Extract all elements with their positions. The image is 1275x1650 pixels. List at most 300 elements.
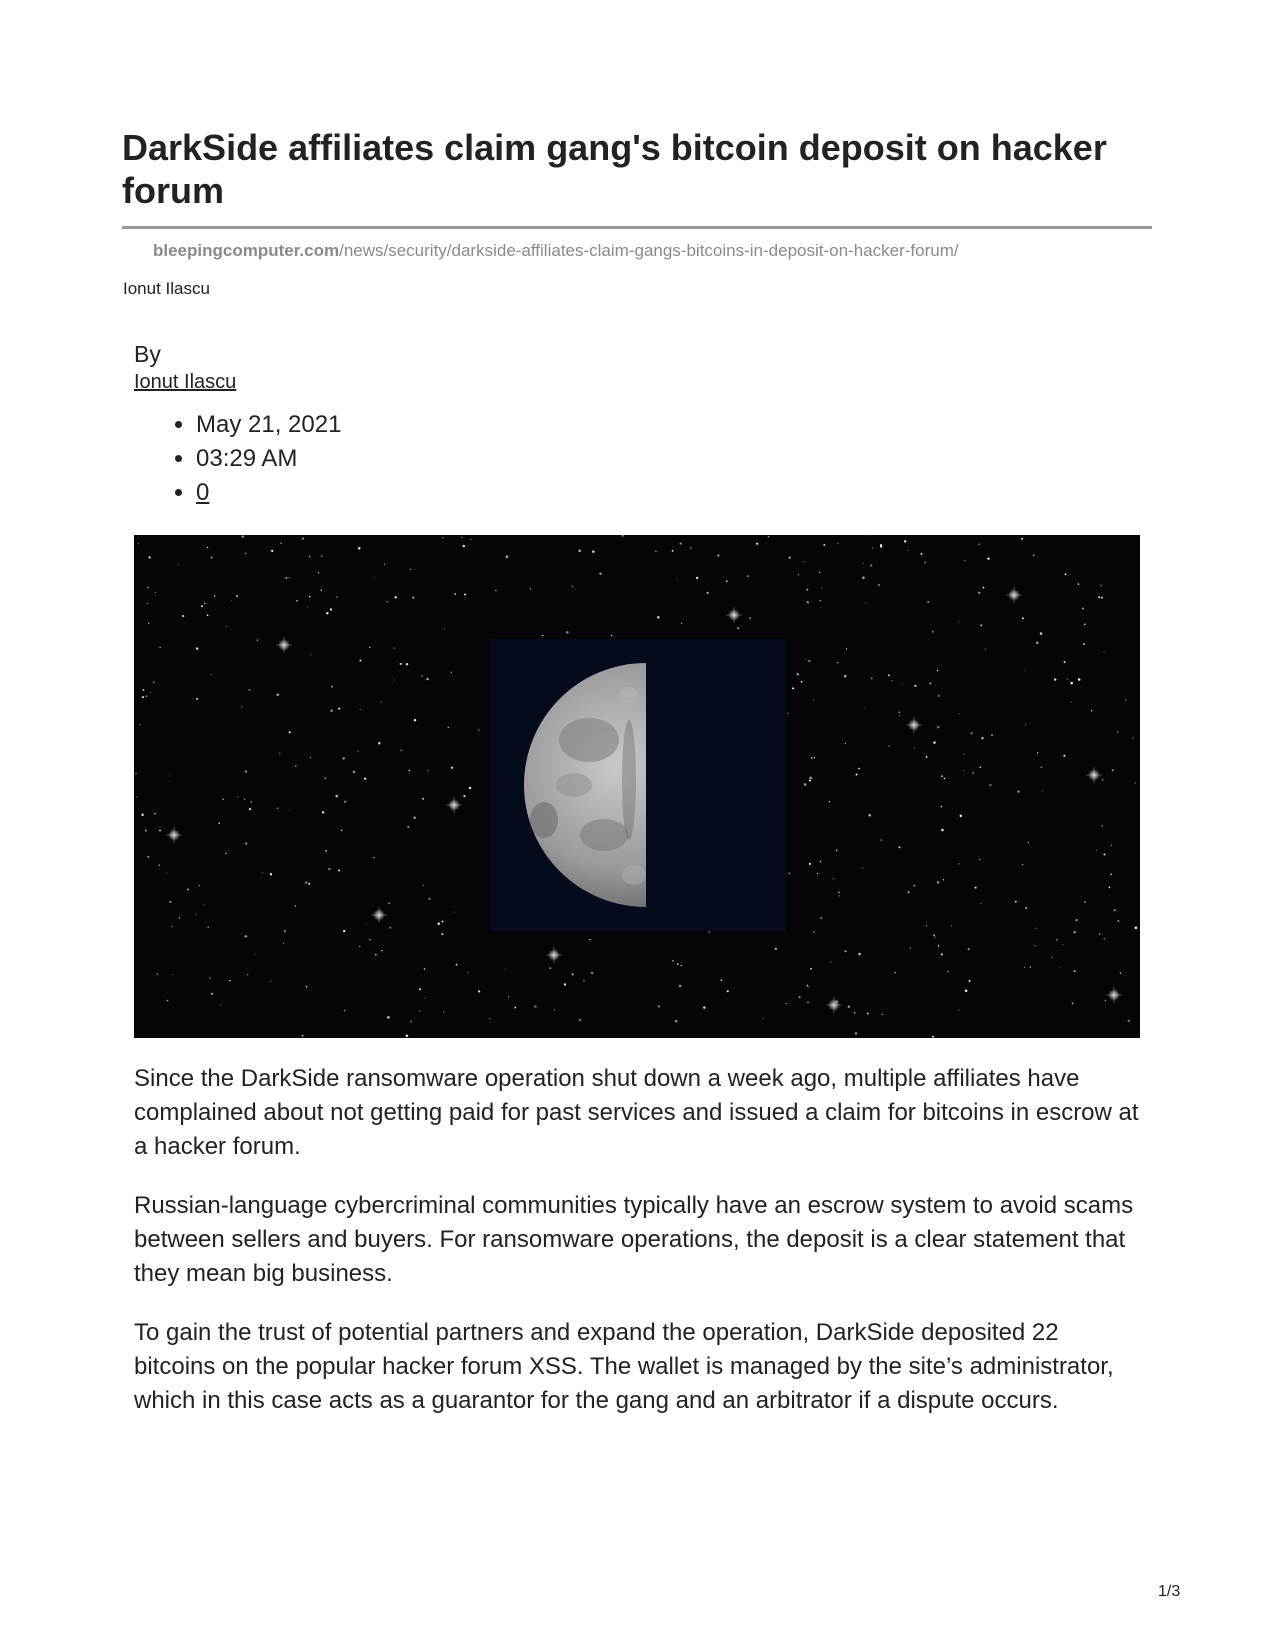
star [196, 698, 198, 700]
star [1024, 967, 1025, 968]
star [495, 590, 496, 591]
star [388, 903, 389, 904]
star [1098, 596, 1100, 598]
star [461, 537, 462, 538]
star [943, 879, 944, 880]
star [341, 830, 342, 831]
star [331, 686, 333, 688]
star [908, 891, 910, 893]
star [1078, 583, 1080, 585]
star [1084, 901, 1085, 902]
star [136, 796, 137, 797]
star [464, 593, 466, 595]
star [926, 756, 928, 758]
star [384, 564, 385, 565]
star [703, 1006, 705, 1008]
star [1021, 538, 1023, 540]
star [1117, 920, 1119, 922]
star [975, 887, 977, 889]
author-link[interactable]: Ionut Ilascu [134, 371, 237, 393]
star [318, 572, 319, 573]
star [207, 614, 209, 616]
star [1034, 945, 1035, 946]
star [980, 624, 982, 626]
star [305, 881, 307, 883]
star [211, 674, 212, 675]
star [335, 795, 337, 797]
star [1022, 864, 1023, 865]
star [566, 631, 569, 634]
star [222, 798, 224, 800]
star [172, 926, 173, 927]
publish-date: • May 21, 2021 [196, 408, 341, 442]
star [836, 849, 838, 851]
star [1096, 850, 1097, 851]
star [655, 550, 657, 552]
star [1101, 597, 1103, 599]
star [681, 965, 682, 966]
star [941, 953, 943, 955]
star [225, 853, 227, 855]
star [1114, 909, 1116, 911]
star [326, 612, 328, 614]
star [277, 808, 278, 809]
star [1084, 624, 1086, 626]
title-divider [122, 226, 1152, 229]
star [837, 543, 838, 544]
star [871, 678, 873, 680]
by-label: By [134, 341, 161, 367]
star [489, 1018, 490, 1019]
star [451, 672, 452, 673]
star [858, 953, 861, 956]
star [578, 550, 581, 553]
star [322, 811, 324, 813]
star [856, 773, 858, 775]
star [148, 556, 150, 558]
star [302, 1035, 304, 1037]
star [505, 969, 506, 970]
star [147, 603, 148, 604]
star [159, 647, 161, 649]
star [360, 709, 361, 710]
star [803, 561, 804, 562]
star [145, 695, 147, 697]
star [279, 753, 281, 755]
star [898, 846, 900, 848]
star [797, 673, 799, 675]
star [863, 563, 864, 564]
star [226, 626, 227, 627]
star [799, 996, 801, 998]
star [295, 765, 297, 767]
star [201, 605, 203, 607]
star [542, 635, 544, 637]
star [169, 775, 170, 776]
star [374, 577, 375, 578]
star [209, 977, 210, 978]
star [941, 806, 943, 808]
star [153, 681, 155, 683]
star [337, 596, 338, 597]
star [1051, 957, 1053, 959]
star [173, 974, 174, 975]
star [914, 685, 916, 687]
star [428, 898, 430, 900]
star [412, 596, 414, 598]
star [419, 988, 421, 990]
star [899, 715, 900, 716]
star [283, 943, 284, 944]
star [579, 1019, 581, 1021]
star [456, 964, 458, 966]
star [248, 689, 250, 691]
star [813, 699, 814, 700]
star [880, 546, 882, 548]
star [325, 850, 327, 852]
star [309, 596, 311, 598]
star [932, 1036, 934, 1038]
star [276, 694, 278, 696]
star [747, 575, 749, 577]
star [343, 930, 345, 932]
star [204, 603, 205, 604]
star [442, 537, 443, 538]
star [690, 547, 691, 548]
star [938, 695, 940, 697]
star [262, 872, 263, 873]
star [410, 1021, 412, 1023]
star [443, 1011, 444, 1012]
star [463, 545, 465, 547]
star [414, 719, 416, 721]
star [591, 972, 594, 975]
comment-count-item [196, 476, 341, 510]
star [444, 629, 445, 630]
star [241, 706, 242, 707]
source-url[interactable] [153, 240, 959, 262]
star [947, 971, 949, 973]
star [696, 577, 698, 579]
star [934, 936, 935, 937]
star [1063, 755, 1065, 757]
star [207, 926, 209, 928]
star [166, 872, 167, 873]
star [306, 986, 307, 987]
star [904, 540, 906, 542]
star [242, 535, 244, 537]
star [530, 588, 532, 590]
star [468, 972, 469, 973]
star [159, 830, 161, 832]
star [179, 917, 180, 918]
star [138, 543, 139, 544]
star [672, 960, 674, 962]
star [295, 905, 297, 907]
star [937, 670, 938, 671]
star [321, 590, 322, 591]
star [1104, 651, 1105, 652]
star [1063, 944, 1064, 945]
star [864, 707, 865, 708]
star [788, 872, 790, 874]
star [801, 681, 803, 683]
star [968, 948, 970, 950]
star [846, 648, 847, 649]
author-name: Ionut Ilascu [123, 279, 210, 298]
star [451, 767, 453, 769]
star [868, 814, 871, 817]
star [378, 742, 381, 745]
star [330, 608, 332, 610]
star [810, 968, 812, 970]
star [914, 747, 915, 748]
star [924, 561, 926, 563]
star [328, 868, 330, 870]
star [611, 635, 613, 637]
star [244, 798, 246, 800]
paragraph-2: Russian-language cybercriminal communities typically have an escrow system to avoid scams between sellers and buyers. For ransomware operations, the deposit is a clear statement that they mean big business. [134, 1192, 1134, 1287]
star [442, 921, 444, 923]
article-title: DarkSide affiliates claim gang's bitcoin deposit on hacker forum [122, 127, 1107, 211]
star [978, 543, 980, 545]
star [933, 741, 935, 743]
star [187, 888, 189, 890]
star [147, 856, 149, 858]
star [1037, 752, 1038, 753]
star [1072, 1002, 1074, 1004]
star [302, 538, 304, 540]
star [1091, 710, 1093, 712]
star [1125, 699, 1127, 701]
star [254, 954, 255, 955]
star [589, 939, 590, 940]
star [920, 553, 922, 555]
star [933, 934, 935, 936]
star [1075, 919, 1077, 921]
star [937, 881, 939, 883]
star [958, 1010, 959, 1011]
star [142, 696, 144, 698]
star [150, 692, 151, 693]
star [809, 777, 812, 780]
star [364, 777, 366, 779]
star [289, 731, 291, 733]
star [421, 675, 423, 677]
star [387, 1016, 390, 1019]
source-path[interactable]: /news/security/darkside-affiliates-claim-gangs-bitcoins-in-deposit-on-hacker-forum/ [339, 241, 959, 260]
star [229, 980, 230, 981]
star [809, 780, 811, 782]
star [321, 555, 322, 556]
star [257, 639, 259, 641]
star [1036, 928, 1037, 929]
star [989, 784, 991, 786]
star [195, 913, 196, 914]
star [182, 615, 184, 617]
star [145, 830, 147, 832]
star [245, 553, 246, 554]
star [373, 857, 374, 858]
star [231, 600, 232, 601]
star [394, 648, 395, 649]
star [1111, 845, 1112, 846]
star [159, 864, 160, 865]
star [726, 580, 728, 582]
star [330, 709, 332, 711]
star [178, 564, 179, 565]
star [288, 577, 289, 578]
star [359, 660, 361, 662]
star [307, 606, 308, 607]
star [878, 584, 880, 586]
star [1017, 791, 1019, 793]
star [157, 973, 158, 974]
star [207, 547, 208, 548]
star [400, 749, 402, 751]
star [737, 627, 739, 629]
star [929, 682, 931, 684]
source-domain[interactable]: bleepingcomputer.com [153, 241, 340, 260]
star [805, 659, 806, 660]
star [913, 885, 915, 887]
star [236, 595, 238, 597]
star [972, 772, 974, 774]
star [959, 713, 960, 714]
star [308, 883, 310, 885]
star [1054, 678, 1056, 680]
star [862, 867, 863, 868]
star [357, 750, 358, 751]
star [951, 925, 952, 926]
star [1082, 608, 1084, 610]
star [681, 623, 682, 624]
star [599, 572, 601, 574]
star [858, 768, 860, 770]
star [249, 808, 251, 810]
star [814, 757, 815, 758]
star [658, 1005, 660, 1007]
star [358, 547, 361, 550]
star [963, 770, 964, 771]
star [839, 895, 840, 896]
star [798, 574, 799, 575]
star [437, 922, 439, 924]
star [427, 770, 428, 771]
star [941, 829, 944, 832]
comment-count-link[interactable]: 0 [196, 479, 210, 506]
star [823, 544, 825, 546]
star [1060, 967, 1061, 968]
star [135, 773, 137, 775]
star [289, 809, 290, 810]
star [338, 870, 340, 872]
star [958, 621, 959, 622]
star [343, 757, 345, 759]
star [284, 930, 286, 932]
star [880, 839, 882, 841]
star [369, 647, 370, 648]
star [244, 935, 246, 937]
star [985, 649, 986, 650]
star [400, 663, 402, 665]
star [979, 859, 980, 860]
star [1022, 617, 1024, 619]
star [821, 588, 822, 589]
star [1030, 966, 1031, 967]
star [251, 801, 253, 803]
star [147, 587, 149, 589]
star [855, 1032, 857, 1034]
star [270, 873, 272, 875]
star [324, 777, 326, 779]
star [1042, 790, 1043, 791]
star [196, 647, 198, 649]
star [898, 711, 900, 713]
star [1104, 938, 1106, 940]
star [706, 592, 708, 594]
star [381, 950, 382, 951]
star [902, 683, 903, 684]
star [1102, 825, 1103, 826]
star [463, 795, 465, 797]
star [848, 1006, 850, 1008]
star [938, 945, 940, 947]
star [270, 981, 271, 982]
star [141, 814, 143, 816]
star [245, 843, 247, 845]
star [677, 963, 679, 965]
star [1104, 1000, 1106, 1002]
star [888, 745, 889, 746]
page-number: 1/3 [1158, 1583, 1181, 1600]
star [454, 912, 455, 913]
star [854, 1012, 856, 1014]
star [296, 600, 298, 602]
star [1074, 970, 1076, 972]
star [817, 873, 818, 874]
star [978, 592, 980, 594]
star [1128, 1020, 1130, 1022]
star [813, 931, 815, 933]
star [820, 861, 822, 863]
star [807, 601, 809, 603]
star [1040, 766, 1042, 768]
star [381, 701, 382, 702]
star [310, 654, 311, 655]
star [870, 564, 872, 566]
star [310, 757, 311, 758]
star [756, 543, 758, 545]
star [534, 1005, 537, 1008]
star [833, 878, 834, 879]
star [1028, 842, 1029, 843]
star [413, 817, 416, 820]
star [1064, 661, 1066, 663]
star [1109, 887, 1111, 889]
star [1083, 643, 1085, 645]
star [679, 985, 681, 987]
star [237, 797, 238, 798]
star [506, 555, 509, 558]
star [1024, 670, 1025, 671]
star [395, 596, 397, 598]
star [804, 783, 806, 785]
star [881, 1014, 882, 1015]
star [792, 687, 794, 689]
star [958, 863, 959, 864]
star [410, 569, 411, 570]
